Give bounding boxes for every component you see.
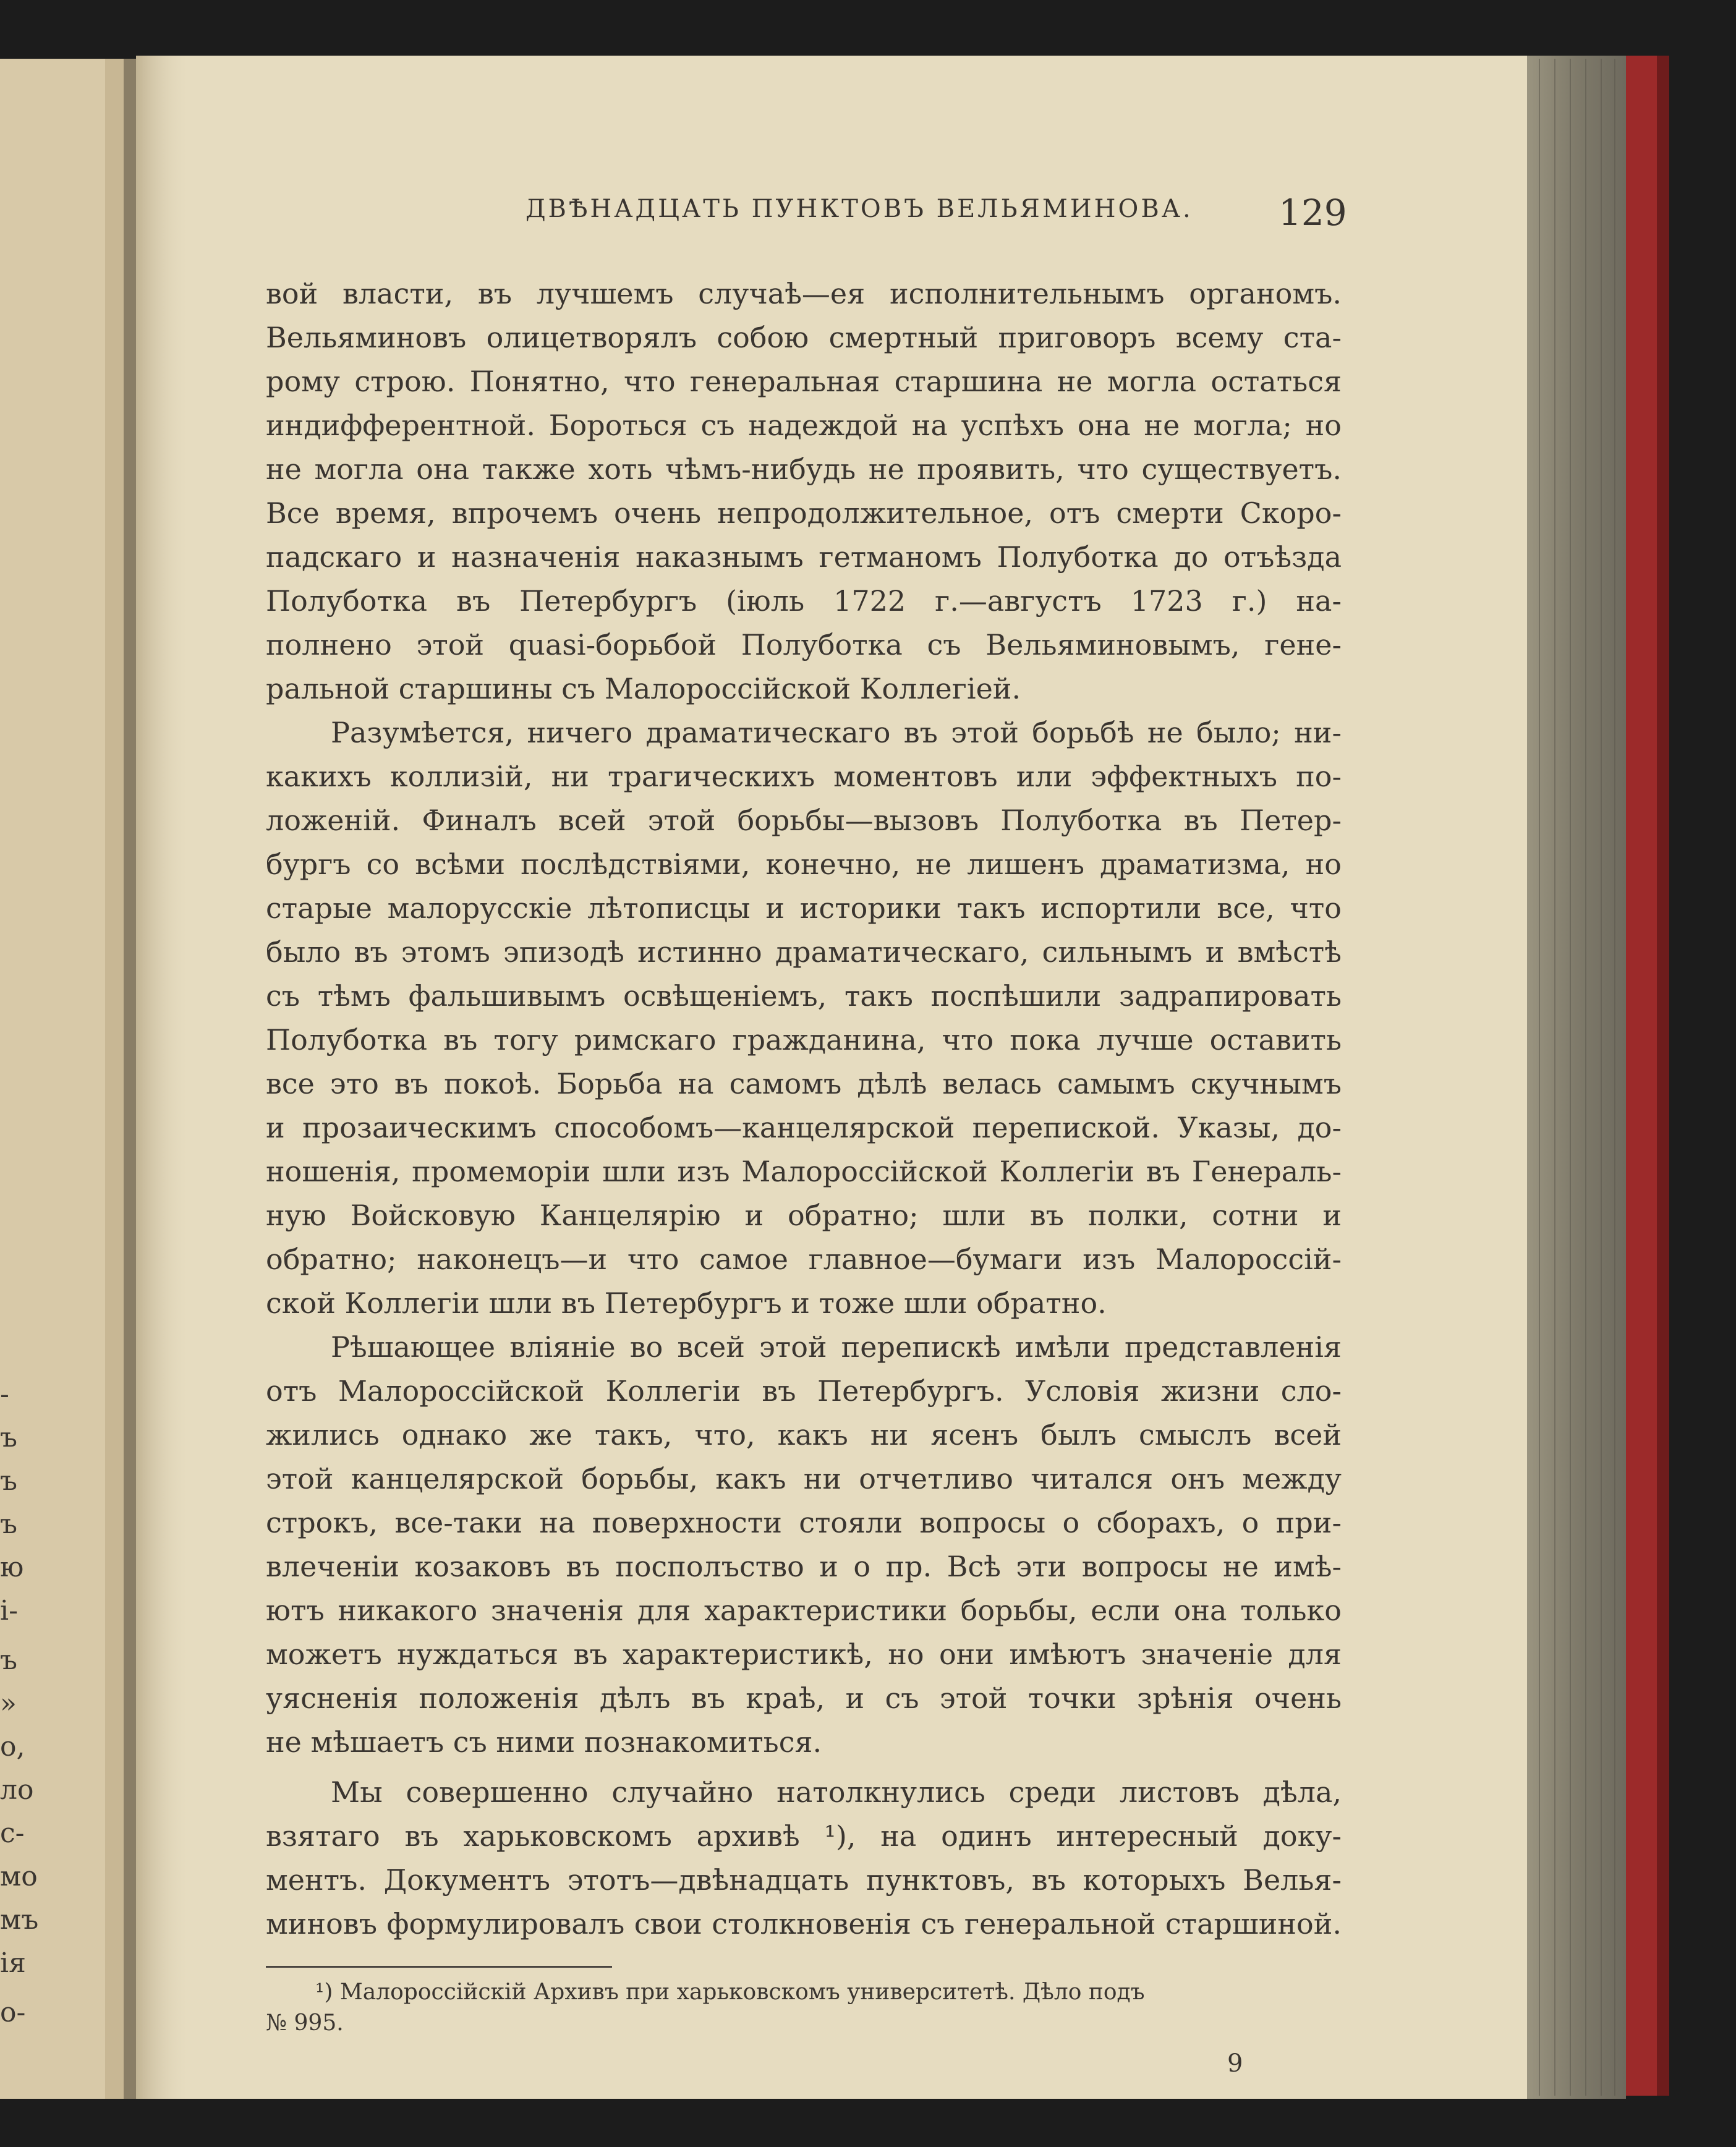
- prev-page-fragment: -: [0, 1379, 9, 1410]
- prev-page-fragment: ія: [0, 1947, 26, 1979]
- text-line: можетъ нуждаться въ характеристикѣ, но они имѣютъ значеніе для: [266, 1638, 1342, 1671]
- text-line: влеченіи козаковъ въ посполъство и о пр. Всѣ эти вопросы не имѣ-: [266, 1550, 1342, 1583]
- text-line: и прозаическимъ способомъ—канцелярской перепиской. Указы, до-: [266, 1111, 1342, 1144]
- footnote-line: № 995.: [266, 2010, 344, 2036]
- text-line: ской Коллегіи шли въ Петербургъ и тоже шли обратно.: [266, 1286, 1107, 1320]
- text-line: все это въ покоѣ. Борьба на самомъ дѣлѣ велась самымъ скучнымъ: [266, 1067, 1342, 1100]
- paragraph-start-line: Мы совершенно случайно натолкнулись среди листовъ дѣла,: [331, 1775, 1342, 1809]
- text-line: ментъ. Документъ этотъ—двѣнадцать пунктовъ, въ которыхъ Велья-: [266, 1863, 1342, 1897]
- footnote-line: ¹) Малороссійскій Архивъ при харьковскомъ университетѣ. Дѣло подъ: [315, 1979, 1145, 2005]
- page-number: 129: [1279, 192, 1347, 234]
- text-line: какихъ коллизій, ни трагическихъ моментовъ или эффектныхъ по-: [266, 760, 1342, 793]
- text-line: индифферентной. Бороться съ надеждой на успѣхъ она не могла; но: [266, 409, 1342, 442]
- text-line: миновъ формулировалъ свои столкновенія съ генеральной старшиной.: [266, 1907, 1342, 1941]
- text-line: Полуботка въ Петербургъ (іюль 1722 г.—августъ 1723 г.) на-: [266, 584, 1342, 618]
- text-line: падскаго и назначенія наказнымъ гетманомъ Полуботка до отъѣзда: [266, 540, 1342, 574]
- prev-page-fragment: мъ: [0, 1904, 39, 1936]
- prev-page-fragment: с-: [0, 1818, 25, 1849]
- running-head: ДВѢНАДЦАТЬ ПУНКТОВЪ ВЕЛЬЯМИНОВА.: [525, 195, 1193, 223]
- text-line: вой власти, въ лучшемъ случаѣ—ея исполнительнымъ органомъ.: [266, 277, 1342, 310]
- text-line: жились однако же такъ, что, какъ ни ясенъ былъ смыслъ всей: [266, 1418, 1342, 1452]
- text-line: этой канцелярской борьбы, какъ ни отчетливо читался онъ между: [266, 1462, 1342, 1495]
- text-line: ложеній. Финалъ всей этой борьбы—вызовъ Полуботка въ Петер-: [266, 804, 1342, 837]
- paragraph-start-line: Рѣшающее вліяніе во всей этой перепискѣ имѣли представленія: [331, 1330, 1342, 1364]
- text-line: рому строю. Понятно, что генеральная старшина не могла остаться: [266, 365, 1342, 398]
- text-line: обратно; наконецъ—и что самое главное—бумаги изъ Малороссій-: [266, 1243, 1342, 1276]
- text-line: взятаго въ харьковскомъ архивѣ ¹), на одинъ интересный доку-: [266, 1819, 1342, 1853]
- prev-page-fragment: ло: [0, 1774, 34, 1806]
- prev-page-fragment: і-: [0, 1595, 18, 1626]
- text-line: Вельяминовъ олицетворялъ собою смертный приговоръ всему ста-: [266, 321, 1342, 354]
- paragraph-start-line: Разумѣется, ничего драматическаго въ этой борьбѣ не было; ни-: [331, 716, 1342, 749]
- text-line: не могла она также хоть чѣмъ-нибудь не проявить, что существуетъ.: [266, 453, 1342, 486]
- prev-page-fragment: ъ: [0, 1422, 17, 1453]
- text-line: ношенія, промеморіи шли изъ Малороссійской Коллегіи въ Генераль-: [266, 1155, 1342, 1188]
- prev-page-fragment: ъ: [0, 1508, 17, 1540]
- text-line: Все время, впрочемъ очень непродолжительное, отъ смерти Скоро-: [266, 496, 1342, 530]
- prev-page-fragment: ъ: [0, 1644, 17, 1676]
- text-line: уясненія положенія дѣлъ въ краѣ, и съ этой точки зрѣнія очень: [266, 1681, 1342, 1715]
- prev-page-fragment: мо: [0, 1861, 38, 1892]
- text-line: Полуботка въ тогу римскаго гражданина, что пока лучше оставить: [266, 1023, 1342, 1056]
- prev-page-fragment: ъ: [0, 1465, 17, 1497]
- text-line: ную Войсковую Канцелярію и обратно; шли въ полки, сотни и: [266, 1199, 1342, 1232]
- text-line: бургъ со всѣми послѣдствіями, конечно, не лишенъ драматизма, но: [266, 848, 1342, 881]
- prev-page-fragment: о,: [0, 1731, 25, 1762]
- text-line: съ тѣмъ фальшивымъ освѣщеніемъ, такъ поспѣшили задрапировать: [266, 979, 1342, 1013]
- prev-page-fragment: о-: [0, 1997, 26, 2028]
- footnote-rule: [266, 1966, 612, 1968]
- text-line: не мѣшаетъ съ ними познакомиться.: [266, 1725, 822, 1759]
- text-line: ральной старшины съ Малороссійской Коллегіей.: [266, 672, 1021, 705]
- page-stack-edge: [1527, 56, 1626, 2099]
- text-line: полнено этой quasi-борьбой Полуботка съ Вельяминовымъ, гене-: [266, 628, 1342, 661]
- text-line: строкъ, все-таки на поверхности стояли вопросы о сборахъ, о при-: [266, 1506, 1342, 1539]
- prev-page-fragment: ю: [0, 1552, 24, 1583]
- text-line: ютъ никакого значенія для характеристики борьбы, если она только: [266, 1594, 1342, 1627]
- signature-mark: 9: [1227, 2049, 1243, 2078]
- text-line: было въ этомъ эпизодѣ истинно драматическаго, сильнымъ и вмѣстѣ: [266, 935, 1342, 969]
- prev-page-fragment: »: [0, 1688, 17, 1719]
- text-line: отъ Малороссійской Коллегіи въ Петербургъ. Условія жизни сло-: [266, 1374, 1342, 1408]
- text-line: старые малорусскіе лѣтописцы и историки такъ испортили все, что: [266, 891, 1342, 925]
